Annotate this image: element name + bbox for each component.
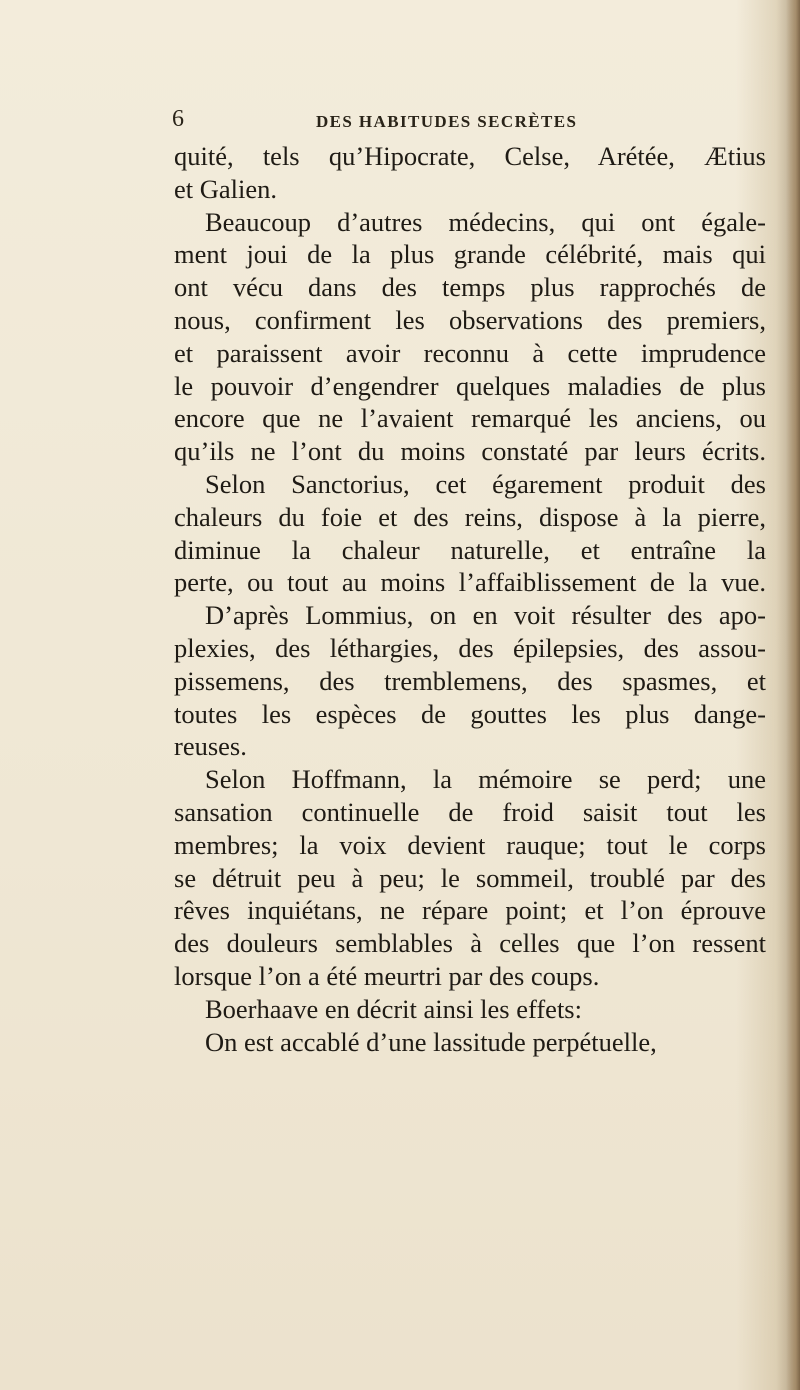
text-line: se détruit peu à peu; le sommeil, troublé par des xyxy=(174,862,766,893)
text-line: ment joui de la plus grande célébrité, mais qui xyxy=(174,239,766,270)
text-line: qu’ils ne l’ont du moins constaté par leurs écrits. xyxy=(174,436,766,467)
text-line: nous, confirment les observations des premiers, xyxy=(174,304,766,335)
text-line: On est accablé d’une lassitude perpétuelle, xyxy=(205,1026,657,1057)
text-line: diminue la chaleur naturelle, et entraîne la xyxy=(174,534,766,565)
text-line: sansation continuelle de froid saisit tout les xyxy=(174,796,766,827)
text-line: Boerhaave en décrit ainsi les effets: xyxy=(205,993,582,1024)
page-edge-shadow xyxy=(786,0,800,1390)
text-line: perte, ou tout au moins l’affaiblissement de la vue. xyxy=(174,567,766,598)
text-line: le pouvoir d’engendrer quelques maladies de plus xyxy=(174,370,766,401)
page-header xyxy=(172,104,772,136)
text-line: Selon Sanctorius, cet égarement produit des xyxy=(205,468,766,499)
body-text xyxy=(174,140,766,1058)
running-title: DES HABITUDES SECRÈTES xyxy=(316,112,578,131)
text-line: D’après Lommius, on en voit résulter des apo- xyxy=(205,600,766,631)
text-line: Selon Hoffmann, la mémoire se perd; une xyxy=(205,764,766,795)
text-line: ont vécu dans des temps plus rapprochés de xyxy=(174,272,766,303)
text-line: toutes les espèces de gouttes les plus dange- xyxy=(174,698,766,729)
text-line: chaleurs du foie et des reins, dispose à la pierre, xyxy=(174,501,766,532)
text-line: plexies, des léthargies, des épilepsies, des assou- xyxy=(174,632,766,663)
text-line: membres; la voix devient rauque; tout le corps xyxy=(174,829,766,860)
text-line: et paraissent avoir reconnu à cette imprudence xyxy=(174,337,766,368)
text-line: pissemens, des tremblemens, des spasmes, et xyxy=(174,665,766,696)
text-line: des douleurs semblables à celles que l’on ressent xyxy=(174,928,766,959)
text-line: et Galien. xyxy=(174,173,278,204)
text-line: Beaucoup d’autres médecins, qui ont égale- xyxy=(205,206,766,237)
text-line: encore que ne l’avaient remarqué les anciens, ou xyxy=(174,403,766,434)
text-line: quité, tels qu’Hipocrate, Celse, Arétée, Ætius xyxy=(174,141,766,171)
text-line: lorsque l’on a été meurtri par des coups. xyxy=(174,960,600,991)
text-line: rêves inquiétans, ne répare point; et l’on éprouve xyxy=(174,895,766,926)
page-number: 6 xyxy=(172,106,184,132)
text-line: reuses. xyxy=(174,731,247,762)
